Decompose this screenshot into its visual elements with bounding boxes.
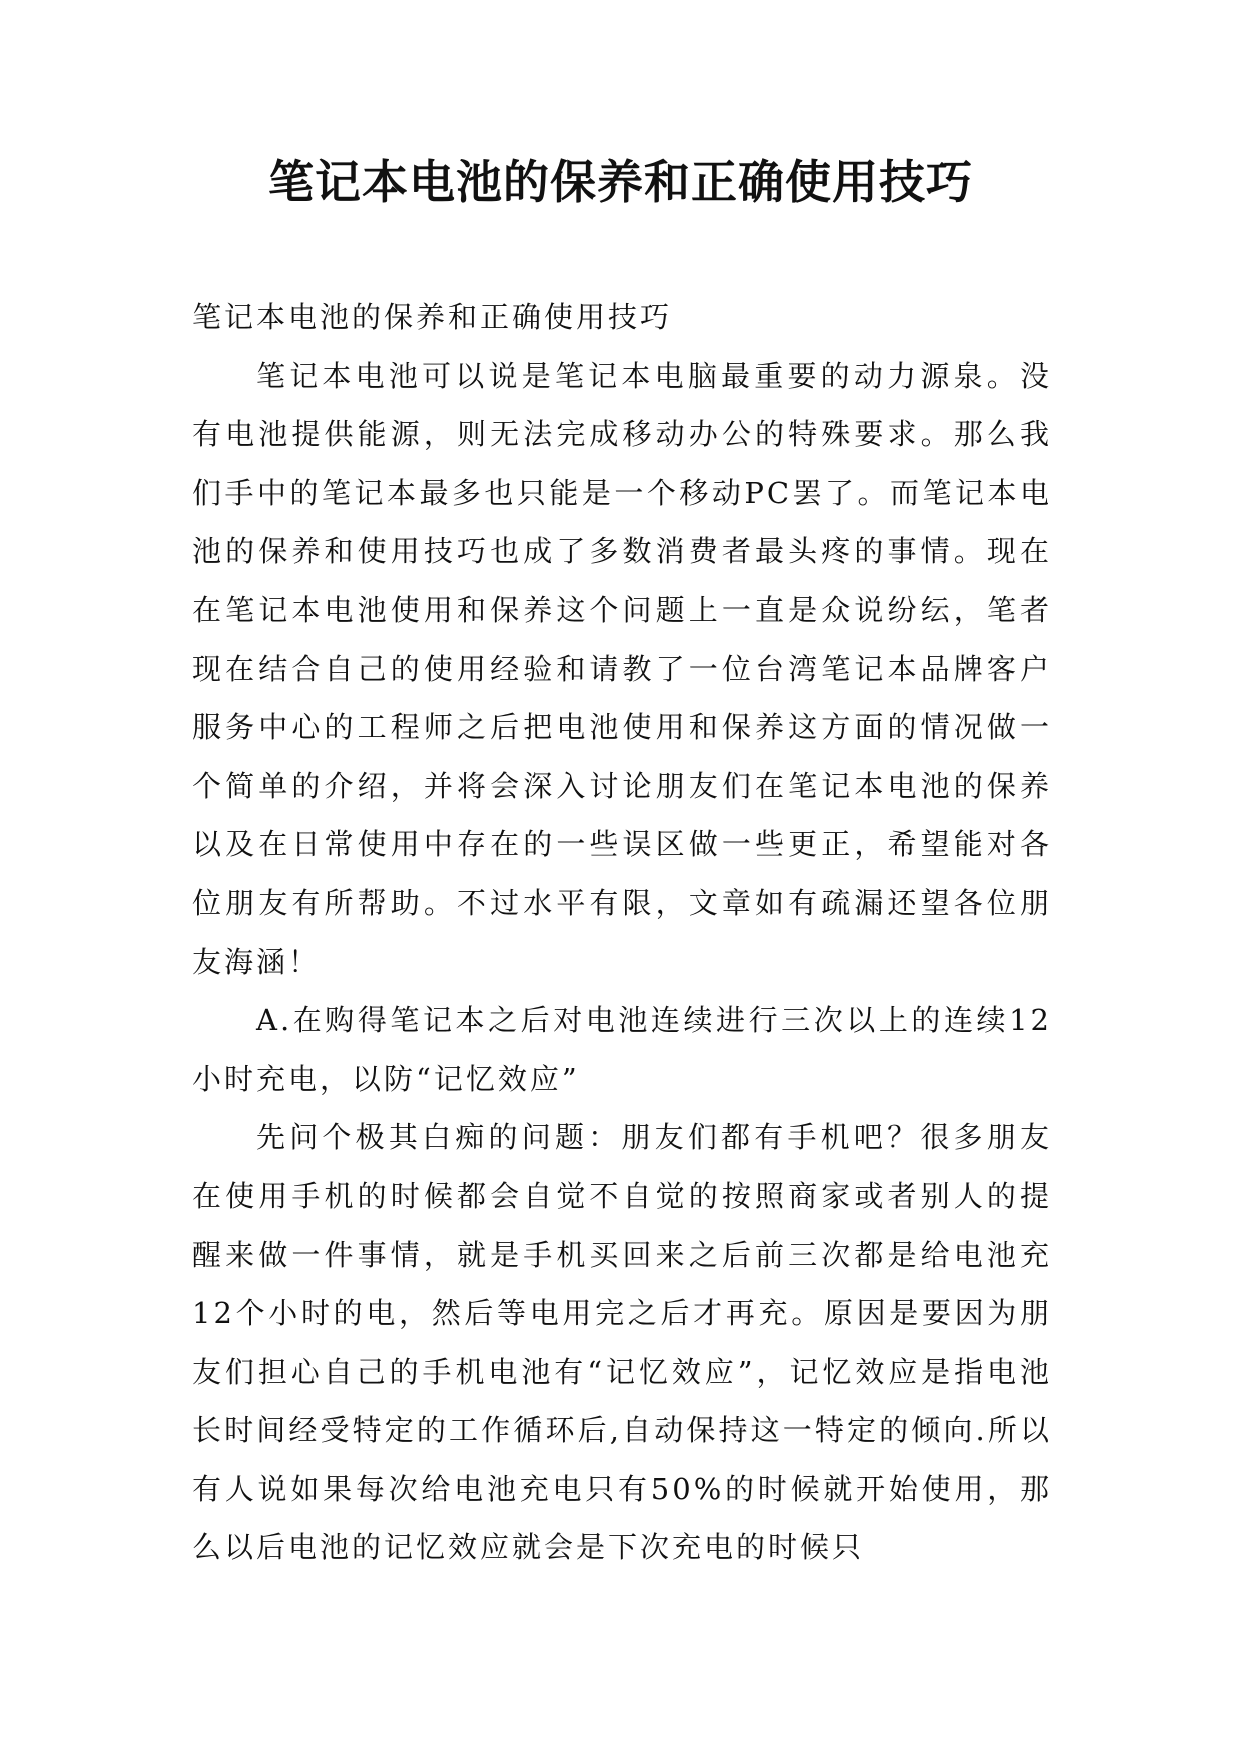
paragraph-intro: 笔记本电池可以说是笔记本电脑最重要的动力源泉。没有电池提供能源，则无法完成移动办公的特殊要求。那么我们手中的笔记本最多也只能是一个移动PC罢了。而笔记本电池的保养和使用技巧也成了多数消费者最头疼的事情。现在在笔记本电池使用和保养这个问题上一直是众说纷纭，笔者现在结合自己的使用经验和请教了一位台湾笔记本品牌客户服务中心的工程师之后把电池使用和保养这方面的情况做一个简单的介绍，并将会深入讨论朋友们在笔记本电池的保养以及在日常使用中存在的一些误区做一些更正，希望能对各位朋友有所帮助。不过水平有限，文章如有疏漏还望各位朋友海涵！ [192, 358, 1052, 979]
paragraph-section-a-heading: A.在购得笔记本之后对电池连续进行三次以上的连续12小时充电，以防“记忆效应” [192, 1003, 1052, 1096]
document-title: 笔记本电池的保养和正确使用技巧 [268, 155, 973, 209]
document-body [192, 288, 1052, 1577]
paragraph-section-a-body: 先问个极其白痴的问题：朋友们都有手机吧？很多朋友在使用手机的时候都会自觉不自觉的按照商家或者别人的提醒来做一件事情，就是手机买回来之后前三次都是给电池充12个小时的电，然后等电用完之后才再充。原因是要因为朋友们担心自己的手机电池有“记忆效应”，记忆效应是指电池长时间经受特定的工作循环后,自动保持这一特定的倾向.所以有人说如果每次给电池充电只有50%的时候就开始使用，那么以后电池的记忆效应就会是下次充电的时候只 [192, 1120, 1052, 1565]
paragraph-subtitle: 笔记本电池的保养和正确使用技巧 [192, 300, 673, 334]
